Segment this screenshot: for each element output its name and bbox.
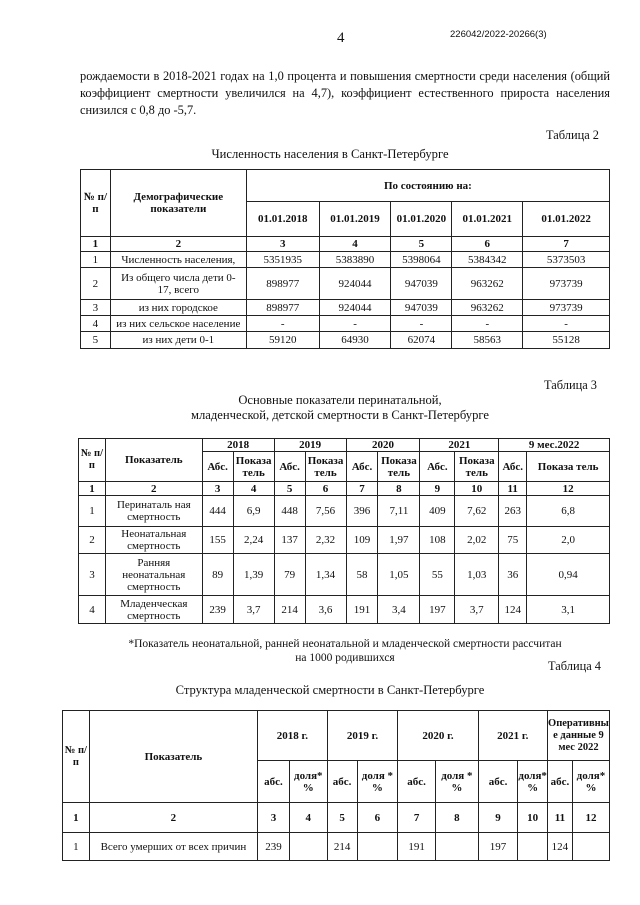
sub-header-abs: Абс. xyxy=(274,452,305,482)
cell: - xyxy=(391,316,452,332)
sub-header-indicator: Показа тель xyxy=(305,452,346,482)
cell: 409 xyxy=(420,496,455,527)
cell: 7,62 xyxy=(455,496,499,527)
row-number: 1 xyxy=(79,496,106,527)
index-cell: 7 xyxy=(346,482,378,496)
date-header: 01.01.2021 xyxy=(452,202,523,237)
cell: - xyxy=(246,316,319,332)
index-cell: 3 xyxy=(258,803,290,833)
cell: 3,4 xyxy=(378,596,420,624)
col-indicator-header: Показатель xyxy=(89,711,257,803)
infant-mortality-structure-table xyxy=(62,710,610,861)
index-cell: 8 xyxy=(378,482,420,496)
cell: 5351935 xyxy=(246,252,319,268)
population-table xyxy=(80,169,610,349)
table-row xyxy=(81,332,610,349)
cell: 963262 xyxy=(452,300,523,316)
index-cell: 9 xyxy=(478,803,518,833)
index-cell: 1 xyxy=(79,482,106,496)
index-cell: 4 xyxy=(233,482,274,496)
row-number: 3 xyxy=(79,554,106,596)
index-cell: 6 xyxy=(305,482,346,496)
row-name: Ранняя неонатальная смертность xyxy=(105,554,202,596)
year-header: 2019 xyxy=(274,439,346,452)
cell: 5398064 xyxy=(391,252,452,268)
mortality-footnote xyxy=(110,637,580,665)
cell: 263 xyxy=(499,496,527,527)
table-row xyxy=(81,252,610,268)
cell: 2,02 xyxy=(455,527,499,554)
cell xyxy=(289,833,327,861)
sub-header-indicator: Показа тель xyxy=(527,452,610,482)
index-cell: 1 xyxy=(81,237,111,252)
row-number: 1 xyxy=(81,252,111,268)
row-name: Младенческая смертность xyxy=(105,596,202,624)
year-header: Оперативны е данные 9 мес 2022 xyxy=(547,711,609,761)
cell: 6,8 xyxy=(527,496,610,527)
date-header: 01.01.2020 xyxy=(391,202,452,237)
cell: 79 xyxy=(274,554,305,596)
index-cell: 11 xyxy=(499,482,527,496)
index-cell: 5 xyxy=(327,803,357,833)
index-cell: 7 xyxy=(523,237,610,252)
cell: 7,11 xyxy=(378,496,420,527)
cell: 1,05 xyxy=(378,554,420,596)
row-name: из них сельское население xyxy=(110,316,246,332)
row-name: из них городское xyxy=(110,300,246,316)
cell: 1,39 xyxy=(233,554,274,596)
sub-header-abs: абс. xyxy=(327,761,357,803)
intro-paragraph: рождаемости в 2018-2021 годах на 1,0 процента и повышения смертности среди населения (общий коэффициент смертности увеличился на 4,7), коэффициент естественного прироста населения снизился с 0,8 до -5,7. xyxy=(80,69,610,117)
year-header: 2019 г. xyxy=(327,711,398,761)
table-row xyxy=(79,596,610,624)
index-cell: 2 xyxy=(110,237,246,252)
cell: 197 xyxy=(478,833,518,861)
cell xyxy=(357,833,398,861)
row-number: 4 xyxy=(79,596,106,624)
table3-label: Таблица 3 xyxy=(544,378,597,392)
table3-title-line2: младенческой, детской смертности в Санкт-Петербурге xyxy=(191,408,489,422)
index-cell: 2 xyxy=(89,803,257,833)
sub-header-abs: абс. xyxy=(547,761,572,803)
cell: 197 xyxy=(420,596,455,624)
col-indicator-header: Демографические показатели xyxy=(110,170,246,237)
sub-header-indicator: Показа тель xyxy=(378,452,420,482)
index-cell: 12 xyxy=(572,803,609,833)
date-header: 01.01.2019 xyxy=(319,202,391,237)
cell: 58 xyxy=(346,554,378,596)
year-header: 2021 г. xyxy=(478,711,547,761)
index-cell: 10 xyxy=(455,482,499,496)
row-name: Всего умерших от всех причин xyxy=(89,833,257,861)
row-name: из них дети 0-1 xyxy=(110,332,246,349)
cell: 191 xyxy=(398,833,436,861)
year-header: 2018 xyxy=(202,439,274,452)
document-number: 226042/2022-20266(3) xyxy=(450,29,547,40)
index-cell: 6 xyxy=(452,237,523,252)
table-row xyxy=(79,496,610,527)
page-number: 4 xyxy=(337,30,345,46)
row-number: 1 xyxy=(63,833,90,861)
index-cell: 12 xyxy=(527,482,610,496)
cell: 1,97 xyxy=(378,527,420,554)
sub-header-share: доля* % xyxy=(289,761,327,803)
year-header: 2021 xyxy=(420,439,499,452)
row-number: 3 xyxy=(81,300,111,316)
table-row xyxy=(81,268,610,300)
cell: 239 xyxy=(258,833,290,861)
index-cell: 7 xyxy=(398,803,436,833)
cell: 155 xyxy=(202,527,233,554)
index-cell: 11 xyxy=(547,803,572,833)
table-row xyxy=(79,554,610,596)
sub-header-abs: абс. xyxy=(478,761,518,803)
sub-header-abs: Абс. xyxy=(346,452,378,482)
cell: 2,0 xyxy=(527,527,610,554)
table-row xyxy=(81,300,610,316)
cell: 898977 xyxy=(246,300,319,316)
cell: 3,1 xyxy=(527,596,610,624)
cell: 214 xyxy=(327,833,357,861)
year-header: 2020 xyxy=(346,439,420,452)
cell: 0,94 xyxy=(527,554,610,596)
date-header: 01.01.2018 xyxy=(246,202,319,237)
sub-header-abs: Абс. xyxy=(202,452,233,482)
index-cell: 3 xyxy=(202,482,233,496)
index-cell: 3 xyxy=(246,237,319,252)
cell: 55 xyxy=(420,554,455,596)
cell: 109 xyxy=(346,527,378,554)
sub-header-indicator: Показа тель xyxy=(455,452,499,482)
cell: 89 xyxy=(202,554,233,596)
cell: 62074 xyxy=(391,332,452,349)
col-indicator-header: Показатель xyxy=(105,439,202,482)
index-row xyxy=(63,803,610,833)
cell: 108 xyxy=(420,527,455,554)
cell xyxy=(518,833,548,861)
row-number: 2 xyxy=(79,527,106,554)
table2-label: Таблица 2 xyxy=(546,128,599,142)
cell: 963262 xyxy=(452,268,523,300)
index-cell: 2 xyxy=(105,482,202,496)
cell: 2,24 xyxy=(233,527,274,554)
cell: 58563 xyxy=(452,332,523,349)
cell: 137 xyxy=(274,527,305,554)
col-group-header: По состоянию на: xyxy=(246,170,609,202)
row-name: Из общего числа дети 0-17, всего xyxy=(110,268,246,300)
cell: 898977 xyxy=(246,268,319,300)
sub-header-indicator: Показа тель xyxy=(233,452,274,482)
sub-header-abs: Абс. xyxy=(420,452,455,482)
index-cell: 6 xyxy=(357,803,398,833)
index-row xyxy=(81,237,610,252)
col-number-header: № п/п xyxy=(79,439,106,482)
cell: 947039 xyxy=(391,268,452,300)
cell: 191 xyxy=(346,596,378,624)
year-header: 2018 г. xyxy=(258,711,328,761)
cell: 2,32 xyxy=(305,527,346,554)
date-header: 01.01.2022 xyxy=(523,202,610,237)
table-row xyxy=(79,527,610,554)
cell: 55128 xyxy=(523,332,610,349)
cell: 3,6 xyxy=(305,596,346,624)
cell: - xyxy=(523,316,610,332)
year-header: 9 мес.2022 xyxy=(499,439,610,452)
mortality-table xyxy=(78,438,610,624)
row-name: Неонатальная смертность xyxy=(105,527,202,554)
cell: 239 xyxy=(202,596,233,624)
table2-title: Численность населения в Санкт-Петербурге xyxy=(211,147,449,161)
sub-header-abs: Абс. xyxy=(499,452,527,482)
index-cell: 4 xyxy=(289,803,327,833)
table4-title: Структура младенческой смертности в Санкт-Петербурге xyxy=(175,683,485,697)
sub-header-share: доля* % xyxy=(572,761,609,803)
cell: 947039 xyxy=(391,300,452,316)
cell: - xyxy=(319,316,391,332)
col-number-header: № п/п xyxy=(63,711,90,803)
index-cell: 1 xyxy=(63,803,90,833)
cell xyxy=(435,833,478,861)
row-name: Численность населения, xyxy=(110,252,246,268)
index-row xyxy=(79,482,610,496)
year-header: 2020 г. xyxy=(398,711,478,761)
cell: 5384342 xyxy=(452,252,523,268)
index-cell: 5 xyxy=(274,482,305,496)
col-number-header: № п/п xyxy=(81,170,111,237)
row-name: Перинаталь ная смертность xyxy=(105,496,202,527)
footnote-line2: на 1000 родившихся xyxy=(295,652,395,664)
cell: 124 xyxy=(547,833,572,861)
footnote-line1: *Показатель неонатальной, ранней неонатальной и младенческой смертности рассчитан xyxy=(128,638,562,650)
cell: 6,9 xyxy=(233,496,274,527)
table-row xyxy=(81,316,610,332)
index-cell: 5 xyxy=(391,237,452,252)
index-cell: 10 xyxy=(518,803,548,833)
cell: 5383890 xyxy=(319,252,391,268)
sub-header-abs: абс. xyxy=(398,761,436,803)
cell xyxy=(572,833,609,861)
cell: 75 xyxy=(499,527,527,554)
cell: 64930 xyxy=(319,332,391,349)
table-row xyxy=(63,833,610,861)
index-cell: 4 xyxy=(319,237,391,252)
cell: 444 xyxy=(202,496,233,527)
table4-label: Таблица 4 xyxy=(548,659,601,673)
table3-title-line1: Основные показатели перинатальной, xyxy=(238,393,442,407)
sub-header-abs: абс. xyxy=(258,761,290,803)
row-number: 5 xyxy=(81,332,111,349)
cell: 124 xyxy=(499,596,527,624)
cell: 1,03 xyxy=(455,554,499,596)
index-cell: 8 xyxy=(435,803,478,833)
cell: 924044 xyxy=(319,268,391,300)
cell: 3,7 xyxy=(455,596,499,624)
row-number: 4 xyxy=(81,316,111,332)
cell: 396 xyxy=(346,496,378,527)
cell: 36 xyxy=(499,554,527,596)
cell: 1,34 xyxy=(305,554,346,596)
cell: - xyxy=(452,316,523,332)
cell: 59120 xyxy=(246,332,319,349)
cell: 5373503 xyxy=(523,252,610,268)
index-cell: 9 xyxy=(420,482,455,496)
sub-header-share: доля * % xyxy=(435,761,478,803)
cell: 973739 xyxy=(523,268,610,300)
sub-header-share: доля* % xyxy=(518,761,548,803)
sub-header-share: доля * % xyxy=(357,761,398,803)
cell: 3,7 xyxy=(233,596,274,624)
cell: 7,56 xyxy=(305,496,346,527)
cell: 924044 xyxy=(319,300,391,316)
cell: 973739 xyxy=(523,300,610,316)
cell: 448 xyxy=(274,496,305,527)
cell: 214 xyxy=(274,596,305,624)
row-number: 2 xyxy=(81,268,111,300)
